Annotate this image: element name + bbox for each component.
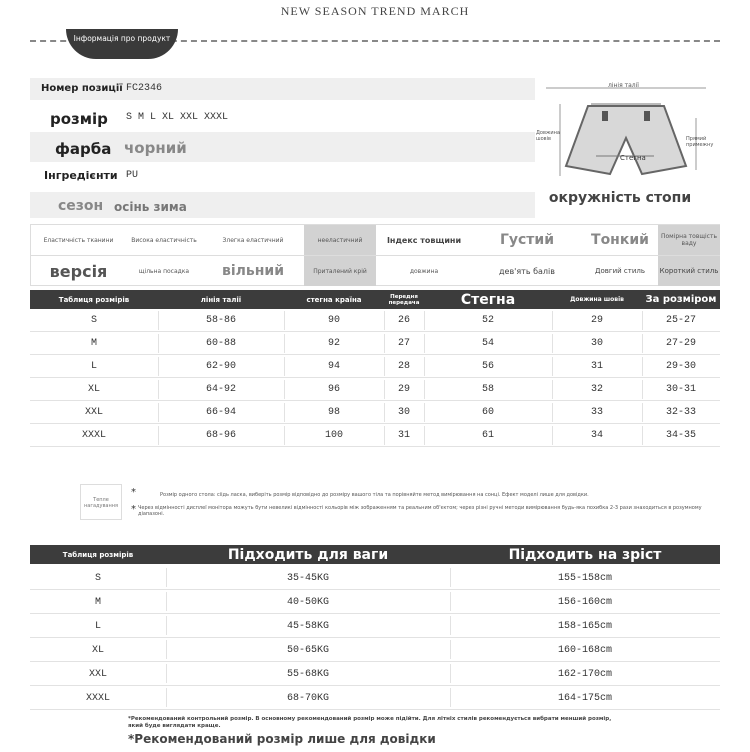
shorts-measurement-diagram — [536, 78, 720, 188]
ingredients-label: Інгредієнти — [44, 169, 118, 182]
header-cell: Підходить для ваги — [227, 546, 389, 563]
attributes-table — [30, 224, 720, 286]
season-label: сезон — [58, 198, 104, 214]
column-divider — [642, 403, 643, 422]
note-line-1: Розмір одного стола: сіідь ласка, виберіть розмір відповідно до розміру вашого тіла та порівняйте метод вимірювання на сонці. Ефект моделі лише для довідки. — [160, 492, 589, 498]
table-cell: 30 — [397, 407, 410, 418]
column-divider — [384, 403, 385, 422]
attr-cell: Довгий стиль — [595, 266, 645, 275]
table-cell: 94 — [327, 361, 340, 372]
table-cell: 32-33 — [665, 407, 696, 418]
column-divider — [424, 403, 425, 422]
table-row — [30, 424, 720, 447]
table-cell: 155-158cm — [557, 572, 612, 584]
product-info-tab: Інформація про продукт — [66, 29, 178, 59]
column-divider — [384, 380, 385, 399]
column-divider — [158, 426, 159, 445]
table-cell: 31 — [590, 361, 603, 372]
column-divider — [284, 380, 285, 399]
column-divider — [384, 357, 385, 376]
column-divider — [166, 688, 167, 707]
attr-divider — [31, 255, 719, 256]
brand-title: NEW SEASON TREND MARCH — [280, 4, 470, 18]
column-divider — [384, 334, 385, 353]
season-value: осінь зима — [114, 200, 187, 214]
table-cell: 29 — [590, 315, 603, 326]
attr-cell: версія — [49, 261, 108, 281]
attr-cell: вільний — [221, 262, 285, 279]
table-cell: 50-65KG — [286, 644, 329, 656]
reminder-box: Тепле нагадування — [80, 484, 122, 520]
table-row — [30, 378, 720, 401]
column-divider — [642, 311, 643, 330]
attr-cell: Еластичність тканини — [43, 236, 114, 244]
column-divider — [284, 334, 285, 353]
column-divider — [424, 426, 425, 445]
footer-note: *Рекомендований контрольний розмір. В основному рекомендований розмір може підійти. Для літніх стилів рекомендується вибрати менший розмір, який буде виглядати краще. — [128, 716, 612, 729]
table-row — [30, 638, 720, 662]
size-values: S M L XL XXL XXXL — [126, 112, 229, 123]
column-divider — [384, 426, 385, 445]
color-label: фарба — [55, 140, 112, 158]
table-cell: 29 — [397, 384, 410, 395]
table-cell: 98 — [327, 407, 340, 418]
table-cell: 54 — [481, 338, 494, 349]
table-row — [30, 614, 720, 638]
attr-cell: Густий — [499, 231, 555, 248]
table-cell: 96 — [327, 384, 340, 395]
table-row — [30, 332, 720, 355]
table-cell: 60 — [481, 407, 494, 418]
column-divider — [166, 592, 167, 611]
table-cell: 34 — [590, 430, 603, 441]
table-row — [30, 355, 720, 378]
attr-cell: Злегка еластичний — [222, 236, 284, 244]
column-divider — [552, 380, 553, 399]
table-cell: S — [90, 315, 97, 326]
table-row — [30, 686, 720, 710]
table-row — [30, 566, 720, 590]
product-info-block — [30, 72, 535, 222]
column-divider — [424, 311, 425, 330]
column-divider — [450, 592, 451, 611]
note-star: * — [131, 487, 136, 498]
table-cell: 61 — [481, 430, 494, 441]
table-cell: XXXL — [85, 692, 110, 704]
column-divider — [424, 334, 425, 353]
column-divider — [158, 311, 159, 330]
table-cell: 27 — [397, 338, 410, 349]
column-divider — [424, 357, 425, 376]
column-divider — [166, 664, 167, 683]
note-star: * — [131, 504, 136, 515]
table-cell: 68-70KG — [286, 692, 329, 704]
table-cell: 30 — [590, 338, 603, 349]
column-divider — [552, 403, 553, 422]
attr-cell: Індекс товщини — [386, 235, 462, 245]
column-divider — [158, 334, 159, 353]
header-cell: Таблиця розмірів — [58, 295, 130, 304]
column-divider — [384, 311, 385, 330]
attr-cell-highlight: Короткий стиль — [658, 256, 720, 286]
table-cell: 160-168cm — [557, 644, 612, 656]
table-cell: 35-45KG — [286, 572, 329, 584]
item-no-label: Номер позиції — [41, 83, 123, 94]
table-cell: 33 — [590, 407, 603, 418]
table-cell: 60-88 — [205, 338, 236, 349]
attr-cell: Тонкий — [591, 231, 649, 248]
column-divider — [450, 616, 451, 635]
attr-cell: довжина — [409, 267, 439, 275]
column-divider — [284, 311, 285, 330]
table-cell: XXL — [88, 668, 107, 680]
header-cell: Таблиця розмірів — [62, 550, 134, 559]
column-divider — [450, 688, 451, 707]
fit-table-header — [30, 545, 720, 564]
table-cell: 26 — [397, 315, 410, 326]
header-cell: За розміром — [645, 293, 717, 305]
table-cell: 55-68KG — [286, 668, 329, 680]
table-cell: 66-94 — [205, 407, 236, 418]
table-cell: 27-29 — [665, 338, 696, 349]
waistline-label: лінія талії — [608, 82, 639, 89]
table-cell: M — [90, 338, 97, 349]
table-cell: S — [94, 572, 101, 584]
table-cell: 31 — [397, 430, 410, 441]
color-value: чорний — [124, 139, 187, 157]
column-divider — [642, 334, 643, 353]
size-table-header — [30, 290, 720, 309]
table-cell: L — [94, 620, 101, 632]
column-divider — [284, 357, 285, 376]
column-divider — [552, 334, 553, 353]
hips-label: Стегна — [620, 154, 646, 162]
table-cell: 100 — [324, 430, 343, 441]
column-divider — [642, 380, 643, 399]
table-cell: XXL — [84, 407, 103, 418]
table-cell: XL — [87, 384, 100, 395]
table-cell: 68-96 — [205, 430, 236, 441]
column-divider — [450, 568, 451, 587]
length-label: Довжина шовів — [536, 130, 560, 142]
table-cell: 58 — [481, 384, 494, 395]
column-divider — [166, 568, 167, 587]
attr-cell-highlight: Приталений крій — [304, 256, 376, 286]
attr-cell: Висока еластичність — [131, 236, 197, 244]
column-divider — [284, 426, 285, 445]
column-divider — [450, 664, 451, 683]
item-no-value: FC2346 — [126, 83, 163, 94]
table-cell: 45-58KG — [286, 620, 329, 632]
column-divider — [166, 640, 167, 659]
attr-cell: дев'ять балів — [499, 266, 555, 276]
table-cell: 29-30 — [665, 361, 696, 372]
table-row — [30, 309, 720, 332]
column-divider — [552, 426, 553, 445]
table-row — [30, 662, 720, 686]
header-cell: Підходить на зріст — [508, 546, 662, 563]
table-row — [30, 401, 720, 424]
column-divider — [166, 616, 167, 635]
header-cell: Стегна — [460, 291, 516, 308]
table-cell: 28 — [397, 361, 410, 372]
table-cell: 164-175cm — [557, 692, 612, 704]
column-divider — [552, 357, 553, 376]
ingredients-value: PU — [126, 170, 139, 181]
table-cell: M — [94, 596, 101, 608]
table-row — [30, 590, 720, 614]
column-divider — [450, 640, 451, 659]
column-divider — [158, 380, 159, 399]
foot-circumference-caption: окружність стопи — [548, 190, 692, 206]
table-cell: 156-160cm — [557, 596, 612, 608]
table-cell: 30-31 — [665, 384, 696, 395]
table-cell: XXXL — [81, 430, 106, 441]
header-cell: стегна країна — [306, 295, 362, 304]
cuff-label: Прямий примежну — [686, 136, 714, 148]
attr-cell-highlight: Помірна товщість ваду — [658, 225, 720, 255]
table-cell: 62-90 — [205, 361, 236, 372]
size-label: розмір — [50, 110, 108, 128]
table-cell: 40-50KG — [286, 596, 329, 608]
header-cell: Передня передача — [388, 293, 420, 306]
table-cell: L — [90, 361, 97, 372]
attr-cell-highlight: нееластичний — [304, 225, 376, 255]
table-cell: 56 — [481, 361, 494, 372]
column-divider — [284, 403, 285, 422]
table-cell: XL — [91, 644, 104, 656]
column-divider — [642, 357, 643, 376]
column-divider — [158, 357, 159, 376]
table-cell: 64-92 — [205, 384, 236, 395]
attr-cell: щільна посадка — [138, 267, 190, 275]
table-cell: 92 — [327, 338, 340, 349]
table-cell: 52 — [481, 315, 494, 326]
header-cell: Довжина шовів — [570, 295, 624, 303]
column-divider — [158, 403, 159, 422]
column-divider — [642, 426, 643, 445]
table-cell: 158-165cm — [557, 620, 612, 632]
table-cell: 90 — [327, 315, 340, 326]
table-cell: 58-86 — [205, 315, 236, 326]
footer-disclaimer: *Рекомендований розмір лише для довідки — [128, 732, 436, 746]
header-cell: лінія талії — [200, 295, 242, 304]
table-cell: 32 — [590, 384, 603, 395]
note-line-2: Через відмінності дисплеї монітора можуть бути невеликі відмінності кольорів між зображенням та реальним об'єктом; через різні ручні методи вимірювання будь-яка похибка 2-3 рази знаходиться в розумному діапазоні. — [138, 505, 702, 517]
column-divider — [552, 311, 553, 330]
table-cell: 34-35 — [665, 430, 696, 441]
info-row-bg — [30, 192, 535, 218]
table-cell: 162-170cm — [557, 668, 612, 680]
table-cell: 25-27 — [665, 315, 696, 326]
column-divider — [424, 380, 425, 399]
